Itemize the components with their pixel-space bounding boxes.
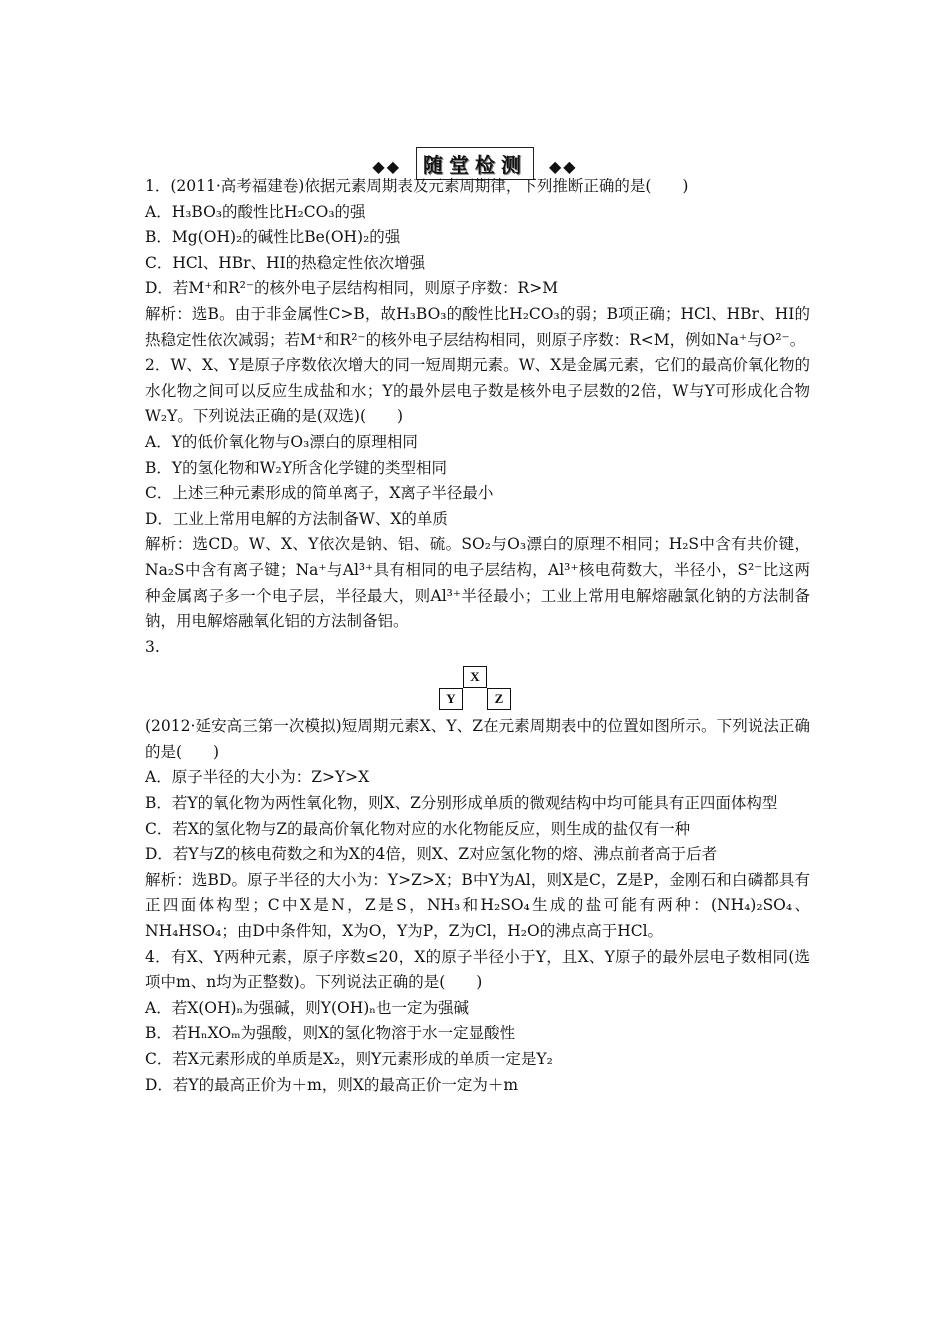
q3-number: 3.	[145, 637, 160, 656]
question-1	[145, 174, 810, 353]
q3-option-c: C．若X的氢化物与Z的最高价氧化物对应的水化物能反应，则生成的盐仅有一种	[145, 819, 691, 838]
banner-title: 随堂检测	[416, 147, 534, 180]
q2-option-b: B．Y的氢化物和W₂Y所含化学键的类型相同	[145, 458, 448, 477]
diamond-icon-right: ◆◆	[548, 157, 578, 176]
q1-option-d: D．若M⁺和R²⁻的核外电子层结构相同，则原子序数：R>M	[145, 279, 559, 298]
element-cell-y: Y	[439, 688, 463, 710]
element-cell-x: X	[463, 666, 487, 688]
q3-option-d: D．若Y与Z的核电荷数之和为X的4倍，则X、Z对应氢化物的熔、沸点前者高于后者	[145, 845, 718, 864]
q3-option-b: B．若Y的氧化物为两性氧化物，则X、Z分别形成单质的微观结构中均可能具有正四面体构型	[145, 794, 778, 813]
q4-option-a: A．若X(OH)ₙ为强碱，则Y(OH)ₙ也一定为强碱	[145, 998, 470, 1017]
q3-stem: (2012·延安高三第一次模拟)短周期元素X、Y、Z在元素周期表中的位置如图所示。下列说法正确的是( )	[145, 717, 810, 761]
question-3	[145, 635, 810, 945]
question-2	[145, 353, 810, 635]
q3-analysis: 解析：选BD。原子半径的大小为：Y>Z>X；B中Y为Al，则X是C，Z是P，金刚石和白磷都具有正四面体构型；C中X是N，Z是S，NH₃和H₂SO₄生成的盐可能有两种：(NH₄)₂SO₄、NH₄HSO₄；由D中条件知，X为O，Y为P，Z为Cl，H₂O的沸点高于HCl。	[145, 870, 810, 941]
q1-option-b: B．Mg(OH)₂的碱性比Be(OH)₂的强	[145, 228, 401, 247]
q4-option-c: C．若X元素形成的单质是X₂，则Y元素形成的单质一定是Y₂	[145, 1050, 553, 1068]
q1-option-c: C．HCl、HBr、HI的热稳定性依次增强	[145, 253, 426, 272]
q1-analysis: 解析：选B。由于非金属性C>B，故H₃BO₃的酸性比H₂CO₃的弱；B项正确；HCl、HBr、HI的热稳定性依次减弱；若M⁺和R²⁻的核外电子层结构相同，则原子序数：R<M，例如Na⁺与O²⁻。	[145, 304, 810, 349]
q1-option-a: A．H₃BO₃的酸性比H₂CO₃的强	[145, 202, 366, 221]
q4-option-d: D．若Y的最高正价为＋m，则X的最高正价一定为＋m	[145, 1075, 519, 1094]
question-4	[145, 945, 810, 1099]
q4-option-b: B．若HₙXOₘ为强酸，则X的氢化物溶于水一定显酸性	[145, 1024, 516, 1043]
periodic-table-figure	[145, 666, 810, 710]
q4-stem: 4．有X、Y两种元素，原子序数≤20，X的原子半径小于Y，且X、Y原子的最外层电子数相同(选项中m、n均为正整数)。下列说法正确的是( )	[145, 947, 810, 992]
q3-option-a: A．原子半径的大小为：Z>Y>X	[145, 768, 370, 787]
diamond-icon-left: ◆◆	[372, 157, 402, 176]
q2-option-a: A．Y的低价氧化物与O₃漂白的原理相同	[145, 432, 418, 451]
q2-stem: 2．W、X、Y是原子序数依次增大的同一短周期元素。W、X是金属元素，它们的最高价氧化物的水化物之间可以反应生成盐和水；Y的最外层电子数是核外电子层数的2倍，W与Y可形成化合物W₂Y。下列说法正确的是(双选)( )	[145, 356, 810, 426]
q2-option-c: C．上述三种元素形成的简单离子，X离子半径最小	[145, 484, 494, 503]
element-cell-z: Z	[487, 688, 511, 710]
questions-body	[145, 174, 810, 1098]
q2-analysis: 解析：选CD。W、X、Y依次是钠、铝、硫。SO₂与O₃漂白的原理不相同；H₂S中含有共价键，Na₂S中含有离子键；Na⁺与Al³⁺具有相同的电子层结构，Al³⁺核电荷数大，半径小，S²⁻比这两种金属离子多一个电子层，半径最大，则Al³⁺半径最小；工业上常用电解熔融氯化钠的方法制备钠，用电解熔融氧化铝的方法制备铝。	[145, 535, 810, 631]
q2-option-d: D．工业上常用电解的方法制备W、X的单质	[145, 509, 448, 528]
q1-stem: 1．(2011·高考福建卷)依据元素周期表及元素周期律，下列推断正确的是( )	[145, 177, 689, 195]
